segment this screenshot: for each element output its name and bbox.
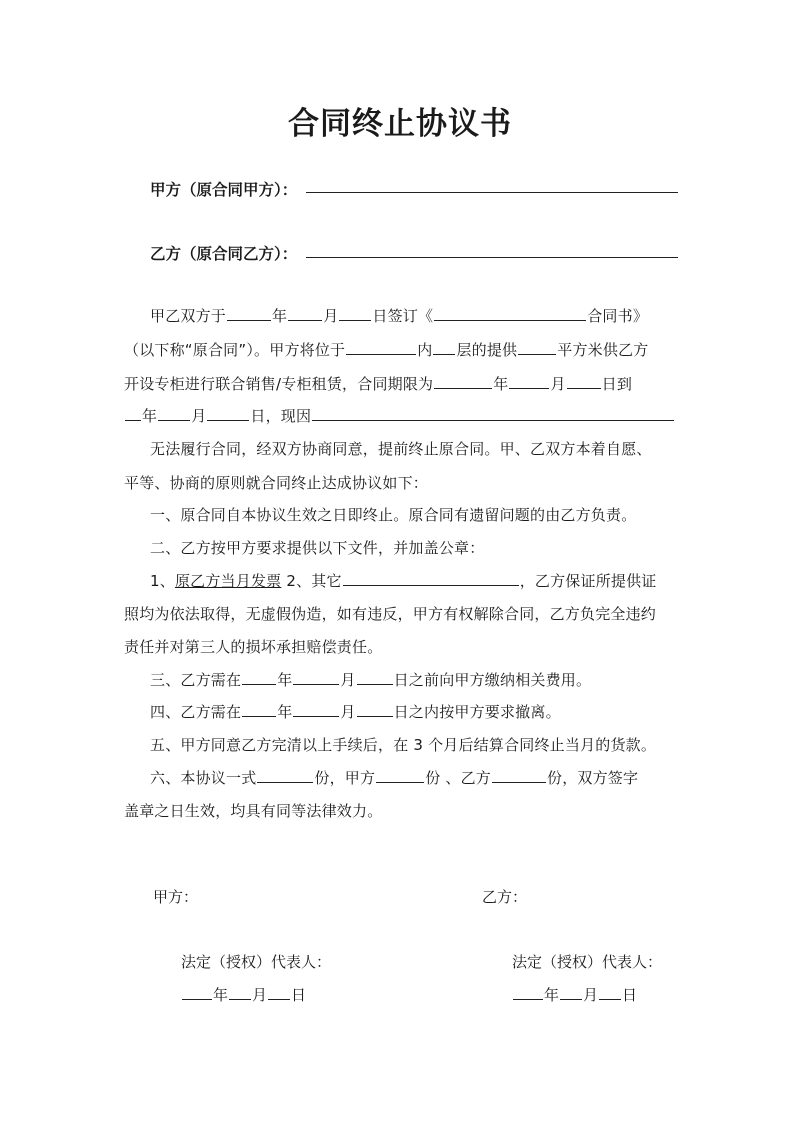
text: 日到 <box>601 375 633 393</box>
text: 年 <box>493 375 509 393</box>
text: 合同书》 <box>587 307 649 325</box>
signature-party-b: 乙方： <box>482 888 528 906</box>
text: 月 <box>340 671 356 689</box>
fee-year-field[interactable] <box>242 670 276 685</box>
para1-line1 <box>150 305 648 326</box>
text: 2、其它 <box>286 572 342 590</box>
text: 日 <box>291 986 307 1004</box>
text: 内 <box>417 341 433 359</box>
text: ，乙方保证所提供证 <box>519 572 657 590</box>
representative-a-label: 法定（授权）代表人： <box>181 953 332 971</box>
party-b-field[interactable] <box>306 257 678 258</box>
sign-day-field[interactable] <box>339 306 371 321</box>
para1-line3 <box>124 373 632 394</box>
term-start-year-field[interactable] <box>434 374 492 389</box>
term-end-day-field[interactable] <box>207 406 249 421</box>
text: （以下称“原合同”）。甲方将位于 <box>124 341 346 359</box>
date-a-year-field[interactable] <box>182 985 212 1000</box>
area-field[interactable] <box>518 340 556 355</box>
other-docs-field[interactable] <box>343 571 519 586</box>
date-b-month-field[interactable] <box>560 985 582 1000</box>
text: 年 <box>544 986 560 1004</box>
term-end-month-field[interactable] <box>158 406 190 421</box>
text: 月 <box>583 986 599 1004</box>
text: 月 <box>340 703 356 721</box>
term-start-month-field[interactable] <box>509 374 549 389</box>
clause-2: 二、乙方按甲方要求提供以下文件，并加盖公章： <box>150 539 485 557</box>
text: 年 <box>213 986 229 1004</box>
clause-6-line2: 盖章之日生效，均具有同等法律效力。 <box>124 802 383 820</box>
text: 年 <box>277 703 293 721</box>
signature-date-b <box>512 984 637 1005</box>
representative-b-label: 法定（授权）代表人： <box>512 953 663 971</box>
clause-2-item-line1 <box>150 570 657 591</box>
text: 月 <box>550 375 566 393</box>
text: 平方米供乙方 <box>557 341 649 359</box>
date-a-month-field[interactable] <box>229 985 251 1000</box>
text: 日 <box>622 986 638 1004</box>
reason-field[interactable] <box>312 406 674 421</box>
clause-2-item-line2: 照均为依法取得，无虚假伪造，如有违反，甲方有权解除合同，乙方负完全违约 <box>124 605 657 623</box>
text: 四、乙方需在 <box>150 703 242 721</box>
text: 月 <box>323 307 339 325</box>
copies-total-field[interactable] <box>257 768 313 783</box>
para2-line1: 无法履行合同，经双方协商同意，提前终止原合同。甲、乙双方本着自愿、 <box>150 440 652 458</box>
clause-1: 一、原合同自本协议生效之日即终止。原合同有遗留问题的由乙方负责。 <box>150 506 637 524</box>
para1-line4 <box>124 405 675 426</box>
para1-line2 <box>124 339 648 360</box>
signature-date-a <box>181 984 306 1005</box>
text: 层的提供 <box>456 341 518 359</box>
text: 日签订《 <box>372 307 434 325</box>
clause-2-item-line3: 责任并对第三人的损坏承担赔偿责任。 <box>124 638 383 656</box>
sign-year-field[interactable] <box>227 306 271 321</box>
text: 开设专柜进行联合销售/专柜租赁，合同期限为 <box>124 375 434 393</box>
text: 年 <box>142 407 158 425</box>
term-end-year-field[interactable] <box>125 406 141 421</box>
party-a-label: 甲方（原合同甲方）： <box>150 181 298 199</box>
copies-b-field[interactable] <box>492 768 546 783</box>
party-b-label: 乙方（原合同乙方）： <box>150 245 298 263</box>
sign-month-field[interactable] <box>288 306 322 321</box>
copies-a-field[interactable] <box>376 768 424 783</box>
date-b-day-field[interactable] <box>599 985 621 1000</box>
fee-month-field[interactable] <box>293 670 339 685</box>
leave-month-field[interactable] <box>293 702 339 717</box>
text: 1、 <box>150 572 175 590</box>
clause-5: 五、甲方同意乙方完清以上手续后，在 3 个月后结算合同终止当月的货款。 <box>150 736 657 754</box>
party-a-field[interactable] <box>306 192 678 193</box>
clause-4 <box>150 701 561 722</box>
doc-invoice-text: 原乙方当月发票 <box>174 572 282 590</box>
text: 份 、乙方 <box>425 769 491 787</box>
date-b-year-field[interactable] <box>513 985 543 1000</box>
date-a-day-field[interactable] <box>268 985 290 1000</box>
location-field[interactable] <box>346 340 416 355</box>
clause-3 <box>150 669 591 690</box>
text: 甲乙双方于 <box>150 307 227 325</box>
text: 月 <box>252 986 268 1004</box>
para2-line2: 平等、协商的原则就合同终止达成协议如下： <box>124 474 429 492</box>
document-title: 合同终止协议书 <box>288 106 512 142</box>
floor-field[interactable] <box>433 340 455 355</box>
fee-day-field[interactable] <box>357 670 393 685</box>
leave-year-field[interactable] <box>242 702 276 717</box>
text: 份，甲方 <box>314 769 376 787</box>
text: 日，现因 <box>250 407 312 425</box>
leave-day-field[interactable] <box>357 702 393 717</box>
text: 日之前向甲方缴纳相关费用。 <box>393 671 592 689</box>
text: 日之内按甲方要求撤离。 <box>393 703 561 721</box>
text: 六、本协议一式 <box>150 769 257 787</box>
text: 年 <box>272 307 288 325</box>
text: 三、乙方需在 <box>150 671 242 689</box>
signature-party-a: 甲方： <box>153 888 199 906</box>
text: 年 <box>277 671 293 689</box>
term-start-day-field[interactable] <box>567 374 601 389</box>
contract-name-field[interactable] <box>434 306 586 321</box>
text: 月 <box>191 407 207 425</box>
text: 份，双方签字 <box>547 769 639 787</box>
clause-6-line1 <box>150 767 638 788</box>
